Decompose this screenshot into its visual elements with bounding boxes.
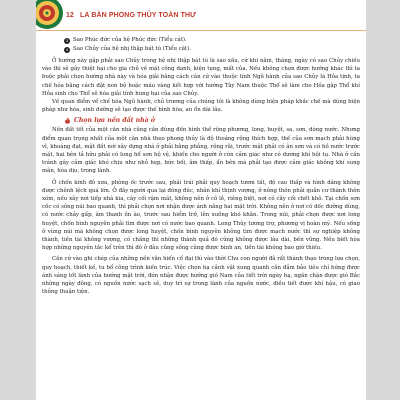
paragraph: Căn cứ vào ghi chép của những nền văn hiến cổ đại thì vào thời Chu con người đã rất thành thạo trong lựa chọn, quy hoạch, thiết kế, tu bổ công trình kiến trúc. Việc chọn hạ cảnh vật xung quanh căn đảm bảo tiêu chí hứng được ánh sáng tốt lành của hướng mặt trời, đón nhận được hướng gió Nam của tiết trời ngày hạ, ngăn chặn được gió Bắc những ngày đông, có nguồn nước sạch sẽ, duy trì sự trong lành của nguồn nước, điều tiết được khí hậu, có giao thông thuận tiện. [42, 256, 360, 296]
running-title: LA BÀN PHONG THỦY TOÀN THƯ [80, 12, 197, 19]
section-title: Chọn lựa nền đất nhà ở [74, 117, 155, 125]
compass-logo-icon [36, 0, 64, 30]
paragraph: Ở chốn kinh đô xưa, phòng ốc trước sau, phải trái phải quy hoạch tươm tất, độ cao thấp và hình dáng không được chênh lệch quá lớn. Ở đây người qua lại đông đúc, nhân khí thịnh vượng, ở nông thôn phải quản cư thành thôn xóm, nếu xây nơi tiếp nhà kia, cây cối rậm mát, không nên ở cô lẻ, riêng biệt, nơi có cây cối chết khô. Tại chốn sơn cốc có sông núi bao quanh, thì phải chọn nơi nhận được ánh nắng hai mặt trời. Không nên ở nơi có dốc đường dùng, có nước chảy gấp, âm thanh ồn ào, trước sau hiểm trở, lên xuống khó khăn. Trong núi, phải chọn được nơi long huyệt, chốn bình nguyên phải tìm được nơi có nước bao quanh. Long Thủy tương trợ, phương vị hoàn mỹ. Nếu sống ở vùng núi mà không chọn được long huyệt, chốn bình nguyên không tìm được mạch nước thì sự nghiệp không thành, tiền tài không vượng, có chăng thì những thành quả đó cũng không được lâu dài, bền vững. Nếu biết hòa hợp những nguyên tắc kể trên thì đó ở đâu cũng sống cũng được bình an, tiền tài không bao giờ thiếu. [42, 179, 360, 252]
paragraph: Về quan điểm về chế hóa Ngũ hành, chủ trương của chúng tôi là không dùng biện pháp khắc chế mà dùng biện pháp như hóa, sinh dưỡng sẽ tạo được thế bình hòa, an ổn dài lâu. [42, 99, 360, 114]
page-header [36, 0, 366, 31]
flame-icon [64, 117, 71, 124]
page-number: 12 [66, 12, 74, 19]
paragraph: Ở hướng này gặp phải sao Chủy trong hệ nhị thập bát tú là sao xấu, cứ khi năm, tháng, ngày có sao Chủy chiếu vào thì sẽ gây thiệt hại cho gia chủ về mặt công danh, kiện tụng, mất của. Nếu không chọn được hướng khác thì ta buộc phải chọn hướng nhà này và hóa giải bằng cách cân cứ vào thuộc tính Ngũ hành của sao Chủy là Hỏa tinh, ta chế hóa bằng cách đặt non bộ hoặc máu vàng kết hợp với hướng Tây Nam thuộc Thổ sẽ làm cho Hỏa gặp Thổ khí Hỏa sinh cho Thổ sẽ hóa giải tính hung hại của sao Chủy. [42, 58, 360, 97]
section-heading [64, 117, 360, 124]
page-content [42, 36, 360, 296]
bullet-number: 4 [65, 46, 69, 52]
paragraph: Nền đất tốt của một căn nhà cũng cần đúng đến hình thế rộng phương, long, huyệt, sa, sơn, dòng nước. Nhưng điểm quan trọng nhất của một căn nhà theo phong thủy là độ thoáng rộng thích hợp, thế của sơn mạch phải hùng vĩ, khoáng đạt, mặt đất nơi xây dựng nhà ở phải bằng phẳng, rộng rãi, trước mặt phải có ân sơn và có hồ nước trước mặt, hai bên tả hữu phải có long hổ sơn hộ vệ, khiến cho người ở còn cảm giác như có dương khí hội tụ. Nhà ở cần tránh gây cảm giác khó chịu như nhỏ hẹp, bức bối, âm thấp, ẩn bên mà phải tạo được cảm giác không khí sung mãn, hòa dịu, trong lành. [42, 127, 360, 175]
bullet-text: Sao Phúc đức của hệ Phúc đức (Tiểu cát). [73, 37, 187, 43]
bullet-text: Sao Chủy của hệ nhị thập bát tú (Tiểu cát). [73, 46, 191, 52]
book-page [36, 0, 366, 400]
bullet-number: 3 [65, 37, 69, 43]
list-item [64, 45, 360, 54]
list-item [64, 36, 360, 45]
